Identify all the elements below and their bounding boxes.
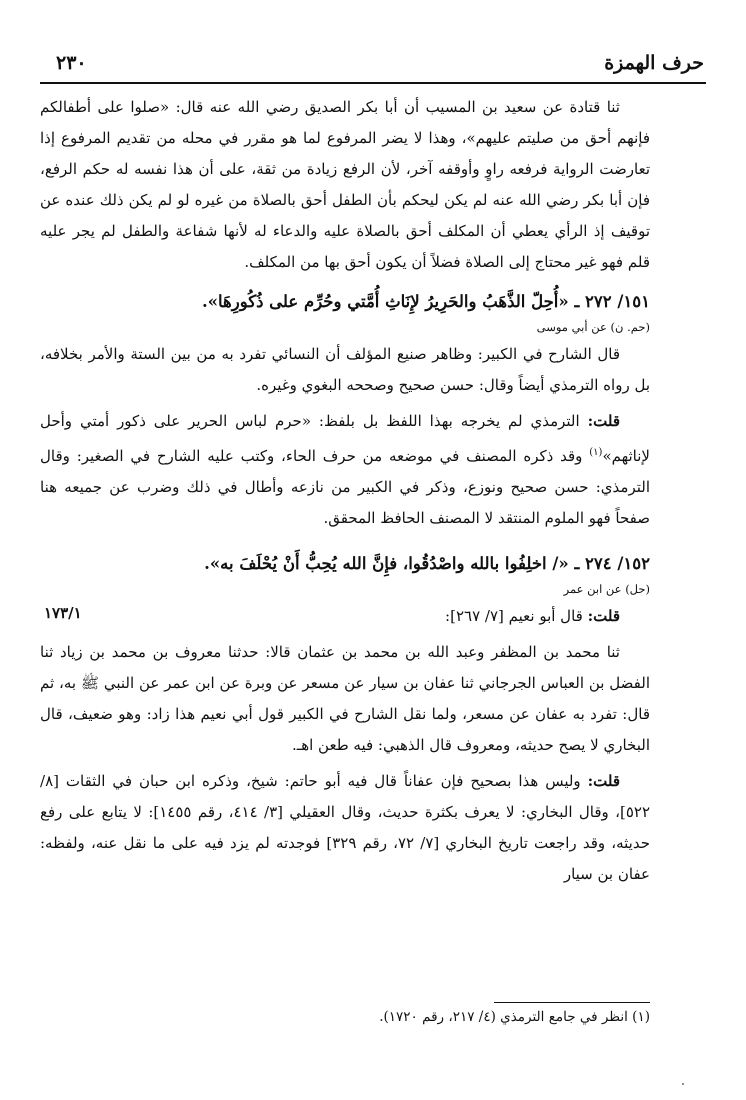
commentary-paragraph: قال الشارح في الكبير: وظاهر صنيع المؤلف أن النسائي تفرد به من بين الستة والأمر بخلافه، بل رواه الترمذي أيضاً وقال: حسن صحيح وصححه البغوي وغيره. (40, 345, 650, 394)
header-divider (40, 82, 706, 84)
print-speck (682, 1083, 684, 1085)
chapter-title: حرف الهمزة (604, 52, 704, 74)
isnad-paragraph: ثنا محمد بن المظفر وعبد الله بن محمد بن عثمان قالا: حدثنا معروف بن محمد بن زياد ثنا الفضل بن العباس الجرجاني ثنا عفان بن سيار عن مسعر عن وبرة عن ابن عمر عن النبي ﷺ به، ثم قال: تفرد به عفان عن مسعر، ولما نقل الشارح في الكبير قول أبي نعيم هذا زاد: وهو ضعيف، قال البخاري لا يصح حديثه، ومعروف قال الذهبي: فيه طعن اهـ. (40, 643, 650, 754)
commentary-paragraph (40, 601, 650, 632)
continuation-paragraph: ثنا قتادة عن سعيد بن المسيب أن أبا بكر الصديق رضي الله عنه قال: «صلوا على أطفالكم فإنهم أحق من صليتم عليهم»، وهذا لا يضر المرفوع لما هو مقرر في محله من تقديم المرفوع إذا تعارضت الرواية فرفعه راوٍ وأوقفه آخر، لأن الرفع زيادة من ثقة، على أن هذا نفسه له حكم الرفع، فإن أبا بكر رضي الله عنه لم يكن ليحكم بأن الطفل أحق بالصلاة من غيره لو لم يكن ذلك عنده عن توقيف إذ الرأي يعطي أن المكلف أحق بالصلاة عليه والدعاء له لأنها شفاعة والطفل لم يجر عليه قلم فهو غير محتاج إلى الصلاة فضلاً أن يكون أحق بها من المكلف. (40, 98, 650, 271)
main-text (40, 92, 650, 890)
qult-label: قلت: (587, 412, 620, 430)
commentary-text: الترمذي لم يخرجه بهذا اللفظ بل بلفظ: «حرم لباس الحرير على ذكور أمتي وأحل لإناثهم» (40, 412, 650, 465)
hadith-heading: ١٥١/ ٢٧٢ ـ «أُحِلّ الذَّهَبُ والحَرِيرُ لإِنَاثِ أُمَّتي وحُرِّم على ذُكُورِهَا». (201, 292, 650, 311)
footnote: (١) انظر في جامع الترمذي (٤/ ٢١٧، رقم ١٧٢٠). (379, 1009, 650, 1025)
commentary-paragraph (40, 766, 650, 890)
qult-label: قلت: (587, 772, 620, 790)
commentary-text: وليس هذا بصحيح فإن عفاناً قال فيه أبو حاتم: شيخ، وذكره ابن حبان في الثقات [٨/ ٥٢٢]، وقال البخاري: لا يعرف بكثرة حديث، وقال العقيلي [٣/ ٤١٤، رقم ١٤٥٥]: لا يتابع على رفع حديثه، وقد راجعت تاريخ البخاري [٧/ ٧٢، رقم ٣٢٩] فوجدته لم يزد فيه على ما نقل عنه، ولفظه: عفان بن سيار (40, 772, 651, 883)
running-header (42, 52, 704, 78)
footnote-reference[interactable]: (١) (589, 447, 603, 458)
commentary-text: قال أبو نعيم [٧/ ٢٦٧]: (445, 607, 588, 625)
footnote-divider (494, 1002, 650, 1003)
page-number: ٢٣٠ (56, 52, 87, 74)
hadith-source: (حم. ن) عن أبي موسى (536, 320, 650, 334)
commentary-text: وقد ذكره المصنف في موضعه من حرف الحاء، وكتب عليه الشارح في الصغير: وقال الترمذي: حسن صحيح ونوزع، وذكر في الكبير من نازعه وأطال في ذلك وضرب عن جميعه هنا صفحاً فهو الملوم المنتقد لا المصنف الحافظ المحقق. (40, 447, 650, 527)
margin-reference: ١٧٣/١ (44, 604, 82, 622)
commentary-paragraph (40, 406, 650, 534)
hadith-source: (حل) عن ابن عمر (563, 582, 650, 596)
hadith-heading: ١٥٢/ ٢٧٤ ـ «/ اخلِفُوا بالله واصْدُقُوا، فإِنَّ الله يُحِبُّ أَنْ يُحْلَفَ به». (204, 554, 650, 573)
qult-label: قلت: (587, 607, 620, 625)
